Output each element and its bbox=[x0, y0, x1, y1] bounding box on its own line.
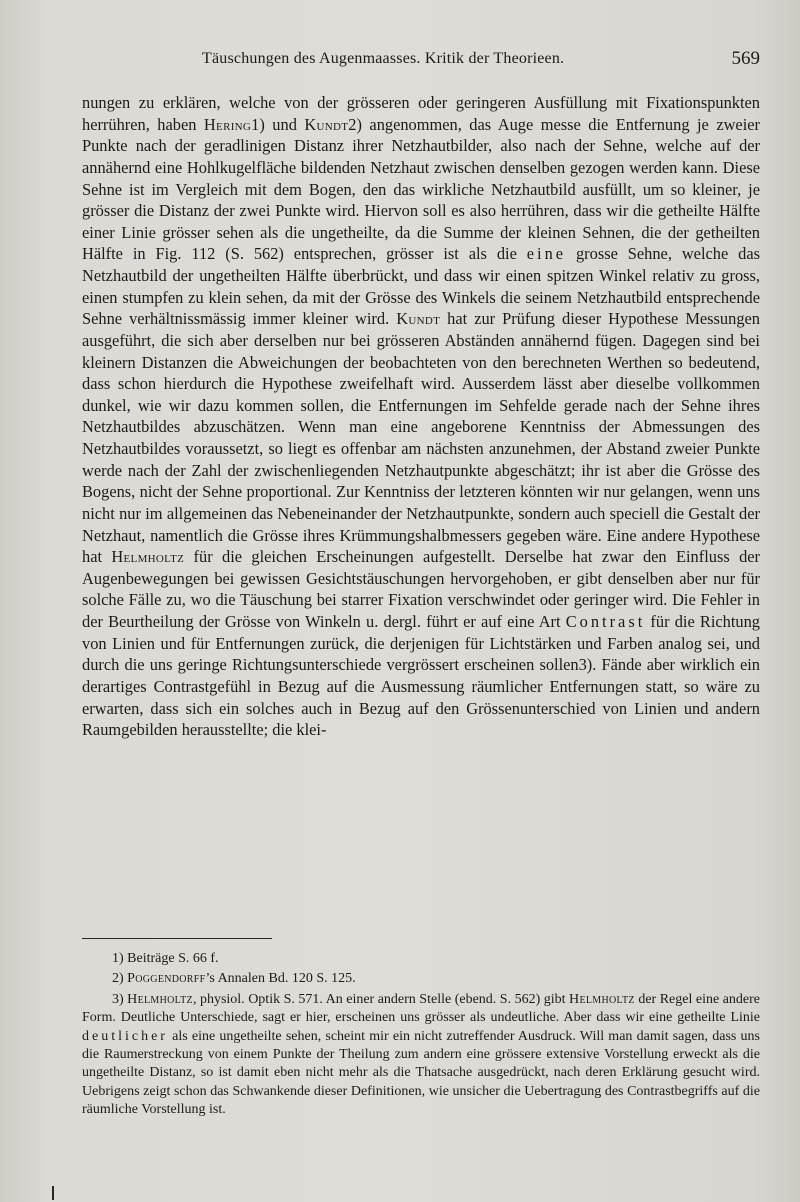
footnote-1: 1) Beiträge S. 66 f. bbox=[112, 951, 219, 966]
text-run: nungen zu erklären, welche von der grösseren oder geringeren Ausfüllung mit Fixationspunkten herrühren, haben bbox=[82, 93, 760, 134]
footnote-2: 2) Poggendorff’s Annalen Bd. 120 S. 125. bbox=[112, 971, 356, 987]
emphasis: eine bbox=[526, 244, 567, 264]
author-name: Helmholtz bbox=[111, 547, 185, 567]
text-run: 1) und bbox=[251, 114, 305, 134]
body-paragraph bbox=[82, 92, 760, 741]
text-run: für die Richtung von Linien und für Entfernungen zurück, die derjenigen für Lichtstärken und Farben analog sei, und durch die uns geringe Richtungsunterschiede vergrössert erscheinen sollen bbox=[82, 612, 760, 675]
footnotes bbox=[82, 950, 760, 1120]
text-run: 3). Fände aber wirklich ein derartiges Contrastgefühl in Bezug auf die Ausmessung räumlicher Entfernungen statt, so wäre zu erwarten, dass sich ein solches auch in Bezug auf den Grössenunterschied von Linien und andern Raumgebilden herausstellte; die klei- bbox=[82, 655, 760, 740]
text-run: 3) bbox=[112, 991, 128, 1007]
text-run: grosse Sehne, welche das Netzhautbild der ungetheilten Hälfte überbrückt, und dass wir einen spitzen Winkel relativ zu gross, einen stumpfen zu klein sehen, da mit der Grösse des Winkels die seinem Netzhautbild entsprechende Sehne verhältnissmässig immer kleiner wird. bbox=[82, 244, 761, 329]
author-name: Helmholtz bbox=[127, 991, 193, 1007]
author-name: Kundt bbox=[304, 114, 349, 134]
page-mark bbox=[52, 1186, 54, 1200]
text-run: 2) angenommen, das Auge messe die Entfernung je zweier Punkte nach der geradlinigen Distanz ihrer Netzhautbilder, also nach der Sehne, welche auf der annähernd eine Hohlkugelfläche bildenden Netzhaut zwischen denselben gezogen werden kann. Diese Sehne ist im Vergleich mit dem Bogen, den das wirkliche Netzhautbild ausfüllt, um so kleiner, je grösser die Distanz der zwei Punkte wird. Hiervon soll es also herrühren, dass wir die getheilte Hälfte einer Linie grösser sehen als die ungetheilte, da die Summe der kleinen Sehnen, die der getheilten Hälfte in Fig. 112 (S. 562) entsprechen, grösser ist als die bbox=[82, 114, 760, 264]
text-run: ’s Annalen Bd. 120 S. 125. bbox=[205, 971, 356, 987]
page-number: 569 bbox=[731, 48, 760, 69]
emphasis: deutlicher bbox=[82, 1028, 168, 1044]
text-run: als eine ungetheilte sehen, scheint mir ein nicht zutreffender Ausdruck. Will man damit sagen, dass uns die Raumerstreckung von einem Punkte der Theilung zum andern eine grössere extensive Vorstellung erweckt als die ungetheilte Distanz, so ist damit eben nicht mehr als die Thatsache ausgedrückt, nach deren Erklärung gesucht wird. Uebrigens zeigt schon das Schwankende dieser Definitionen, wie unsicher die Uebertragung des Contrastbegriffs auf die räumliche Vorstellung ist. bbox=[82, 1028, 760, 1118]
author-name: Poggendorff bbox=[127, 971, 206, 987]
emphasis: Contrast bbox=[565, 612, 646, 631]
text-run: der Regel eine andere Form. Deutliche Unterschiede, sagt er hier, erscheinen uns grösser als undeutliche. Aber dass wir eine getheilte Linie bbox=[82, 991, 761, 1026]
footnote-3 bbox=[82, 991, 760, 1120]
footnote-rule bbox=[82, 938, 272, 939]
author-name: Hering bbox=[203, 114, 252, 134]
running-title: Täuschungen des Augenmaasses. Kritik der Theorieen. bbox=[202, 50, 565, 67]
body-text bbox=[82, 92, 760, 741]
text-run: für die gleichen Erscheinungen aufgestellt. Derselbe hat zwar den Einfluss der Augenbewegungen bei gewissen Gesichtstäuschungen hervorgehoben, er gibt denselben aber nur für solche Fälle zu, wo die Täuschung bei starrer Fixation verschwindet oder geringer wird. Die Fehler in der Beurtheilung der Grösse von Winkeln u. dergl. führt er auf eine Art bbox=[82, 547, 760, 631]
text-run: , physiol. Optik S. 571. An einer andern Stelle (ebend. S. 562) gibt bbox=[192, 991, 570, 1007]
author-name: Kundt bbox=[396, 309, 441, 329]
author-name: Helmholtz bbox=[569, 991, 635, 1007]
running-head bbox=[82, 48, 760, 74]
text-run: hat zur Prüfung dieser Hypothese Messungen ausgeführt, die sich aber derselben nur bei grösseren Abständen annähernd fügen. Dagegen sind bei kleinern Distanzen die Abweichungen der beobachteten von den berechneten Werthen so bedeutend, dass schon hierdurch die Hypothese zweifelhaft wird. Ausserdem lässt aber dieselbe vollkommen dunkel, wie wir dazu kommen sollen, die Entfernungen im Sehfelde gerade nach der Sehne ihres Netzhautbildes abzuschätzen. Wenn man eine angeborene Kenntniss der Abmessungen des Netzhautbildes voraussetzt, so liegt es offenbar am nächsten anzunehmen, der Abstand zweier Punkte werde nach der Zahl der zwischenliegenden Netzhautpunkte abgeschätzt; ihr ist aber die Grösse des Bogens, nicht der Sehne proportional. Zur Kenntniss der letzteren könnten wir nur gelangen, wenn uns nicht nur im allgemeinen das Nebeneinander der Netzhautpunkte, sondern auch speciell die Gestalt der Netzhaut, namentlich die Grösse ihres Krümmungshalbmessers gegeben wäre. Eine andere Hypothese hat bbox=[82, 309, 760, 567]
